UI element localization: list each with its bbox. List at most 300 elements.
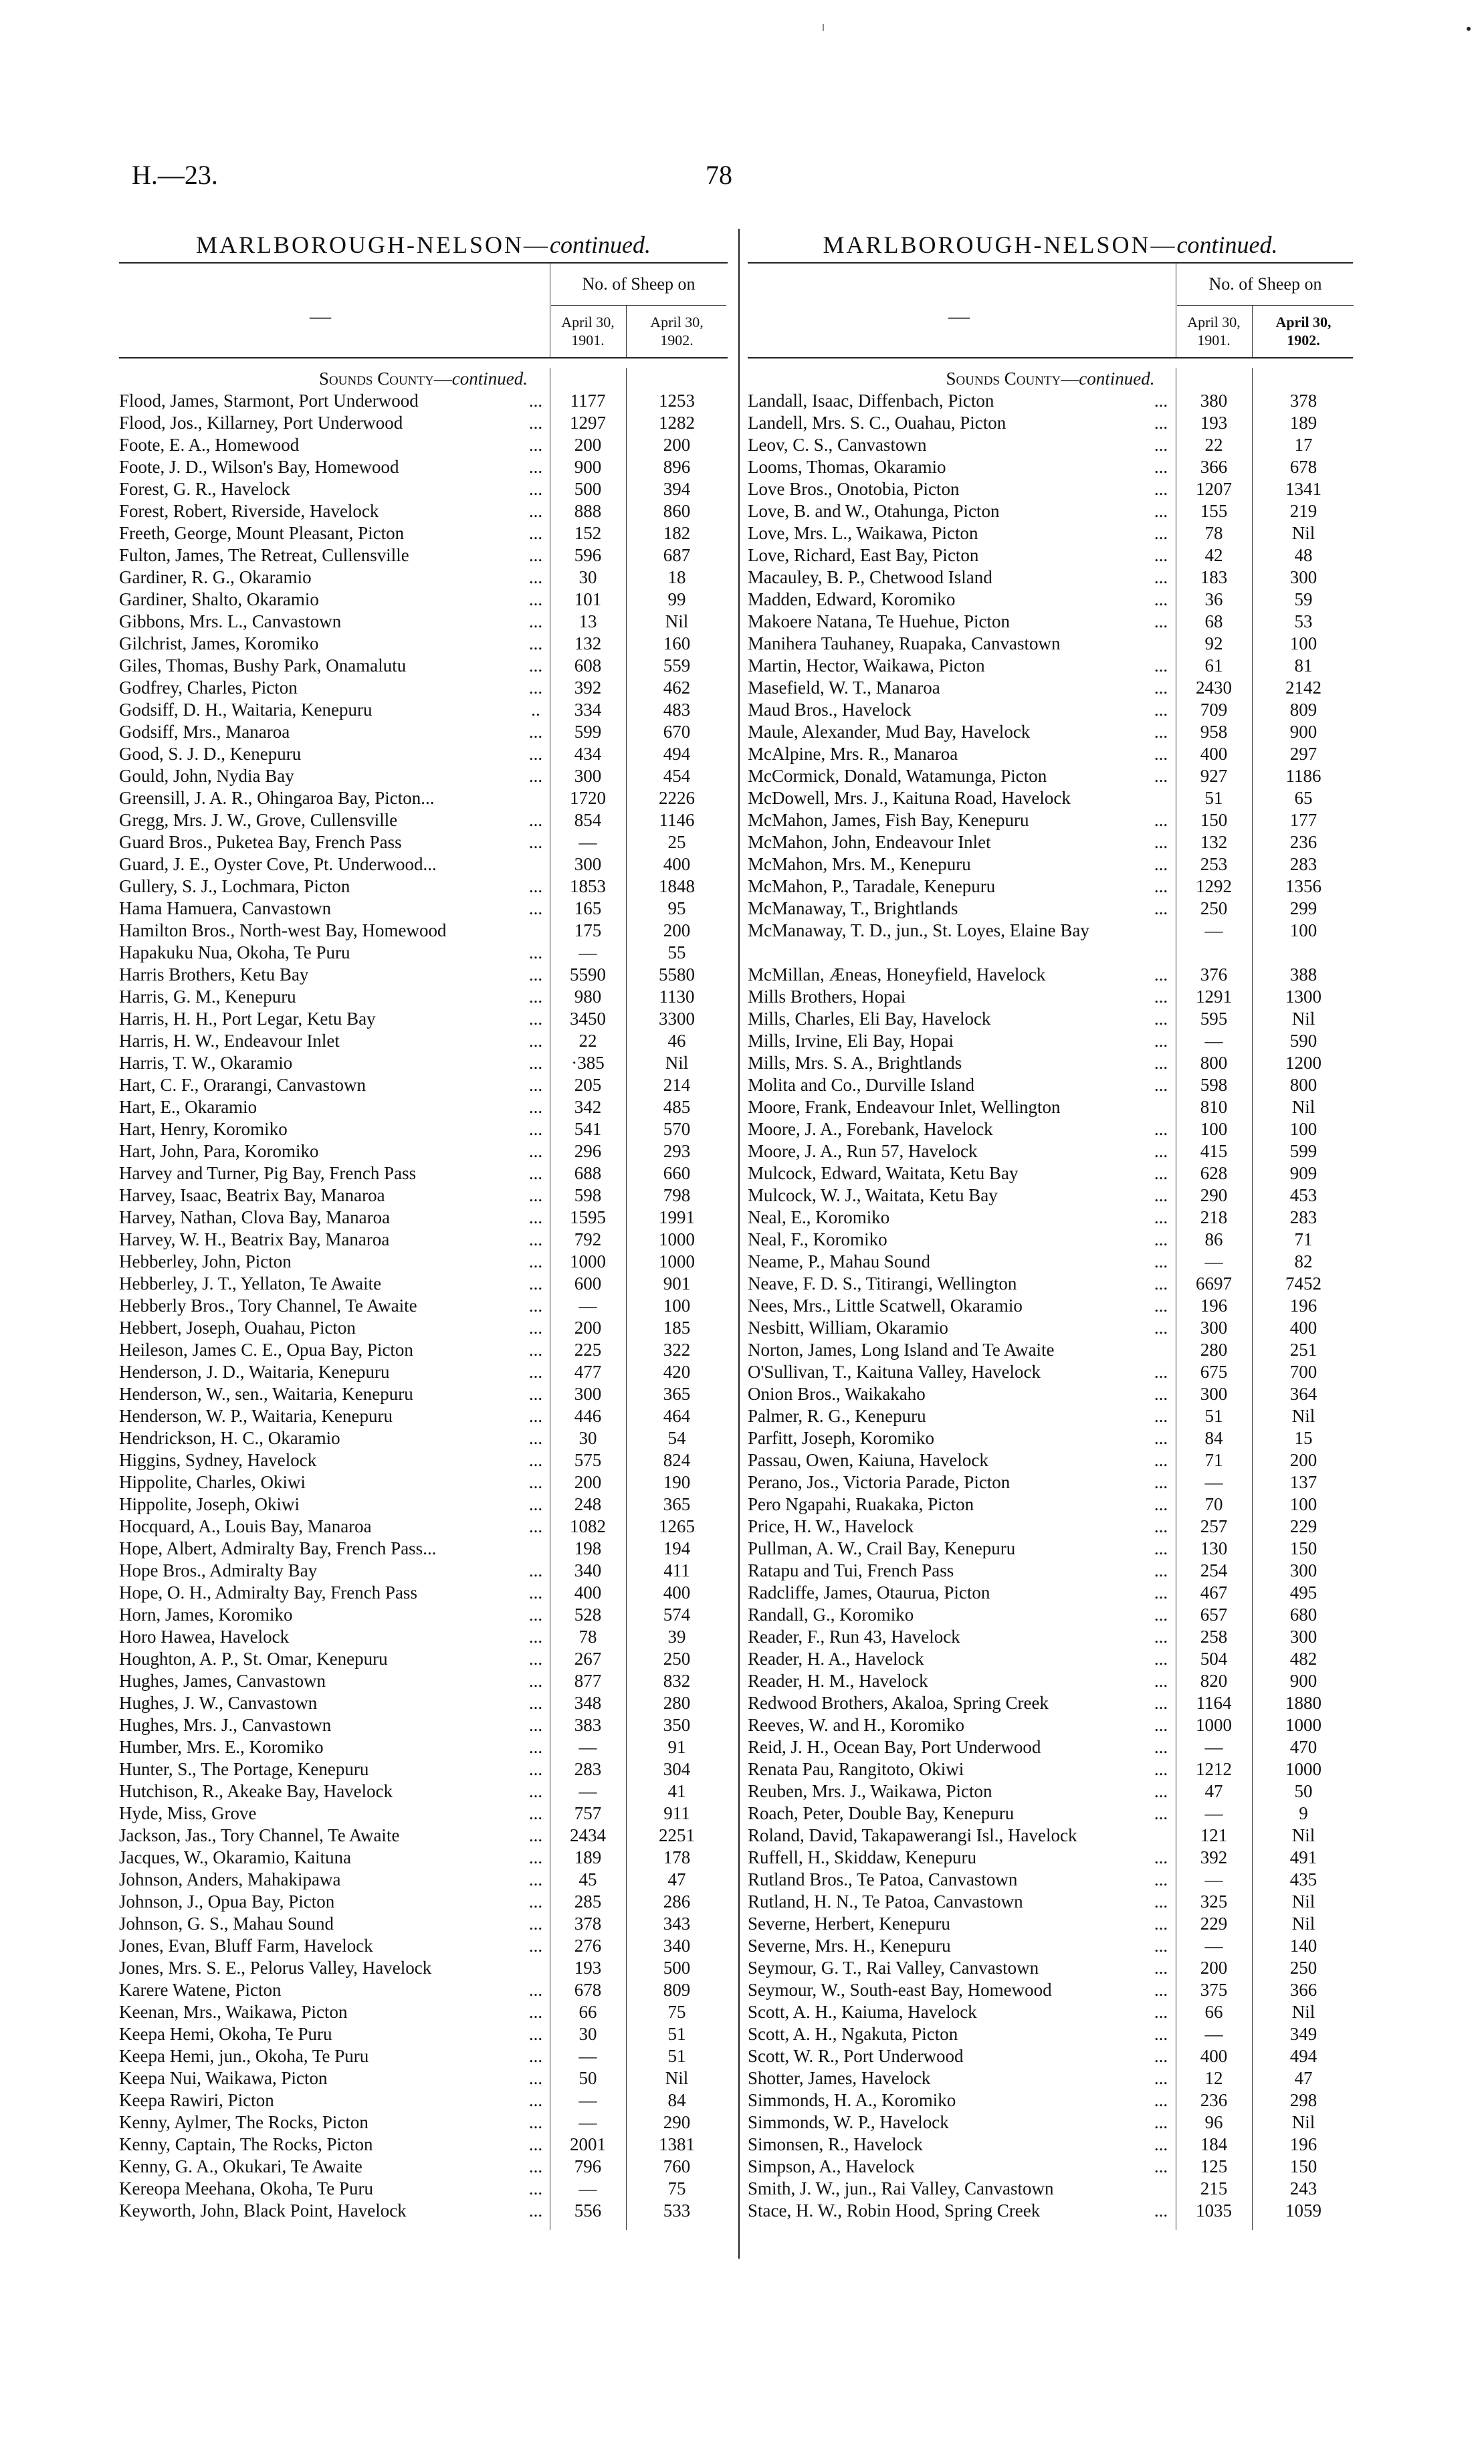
table-row xyxy=(119,1648,728,1670)
leader-dots: .. xyxy=(531,700,540,720)
leader-dots: ... xyxy=(1154,1141,1168,1161)
table-row xyxy=(119,1449,728,1471)
sheep-count-1901: 253 xyxy=(1200,854,1228,874)
entry-name: Jackson, Jas., Tory Channel, Te Awaite xyxy=(119,1825,400,1845)
table-row xyxy=(119,1317,728,1339)
sheep-count-1901: 198 xyxy=(574,1538,602,1558)
header-col-1902-line2: 1902. xyxy=(1287,332,1320,348)
table-row xyxy=(748,1405,1353,1427)
sheep-count-1901: 3450 xyxy=(570,1009,606,1029)
leader-dots: ... xyxy=(528,1627,543,1647)
sheep-count-1901: 504 xyxy=(1200,1649,1228,1669)
leader-dots: ... xyxy=(1154,1273,1168,1294)
leader-dots: ... xyxy=(1154,1450,1168,1470)
leader-dots: ... xyxy=(1154,611,1168,631)
table-row xyxy=(748,1582,1353,1604)
leader-dots: ... xyxy=(1154,1715,1168,1735)
table-row xyxy=(119,2089,728,2112)
header-col-1902 xyxy=(627,305,726,357)
sheep-count-1902: 901 xyxy=(663,1273,691,1294)
sheep-count-1901: — xyxy=(1204,1803,1223,1823)
sheep-count-1902: 343 xyxy=(663,1914,691,1934)
sheep-count-1902: 900 xyxy=(1289,722,1317,742)
sheep-count-1901: 86 xyxy=(1204,1229,1223,1249)
table-row xyxy=(748,853,1353,876)
entry-name: Heileson, James C. E., Opua Bay, Picton xyxy=(119,1340,413,1360)
table-row xyxy=(748,1825,1353,1847)
sheep-count-1902: 48 xyxy=(1294,545,1313,565)
sheep-count-1901: 1595 xyxy=(570,1207,606,1227)
sheep-count-1901: 600 xyxy=(574,1273,602,1294)
leader-dots: ... xyxy=(528,1825,543,1845)
sheep-count-1902: 297 xyxy=(1289,744,1317,764)
entry-name: Masefield, W. T., Manaroa xyxy=(748,678,940,698)
sheep-count-1901: 400 xyxy=(1200,744,1228,764)
leader-dots: ... xyxy=(528,722,543,742)
sheep-count-1901: 300 xyxy=(574,766,602,786)
sheep-count-1902: 494 xyxy=(663,744,691,764)
sheep-count-1901: 528 xyxy=(574,1605,602,1625)
leader-dots: ... xyxy=(1154,2134,1168,2154)
leader-dots: ... xyxy=(528,2002,543,2022)
sheep-count-1902: 91 xyxy=(667,1737,686,1757)
table-row xyxy=(748,655,1353,677)
table-row xyxy=(748,522,1353,544)
leader-dots: ... xyxy=(1154,2156,1168,2176)
entry-name: Reader, F., Run 43, Havelock xyxy=(748,1627,960,1647)
sheep-count-1901: 595 xyxy=(1200,1009,1228,1029)
leader-dots: ... xyxy=(528,435,543,455)
entry-name: Greensill, J. A. R., Ohingaroa Bay, Picton... xyxy=(119,788,435,808)
sheep-count-1901: 193 xyxy=(574,1958,602,1978)
sheep-count-1902: 99 xyxy=(667,589,686,609)
table-row xyxy=(748,1295,1353,1317)
table-row xyxy=(119,1891,728,1913)
sheep-count-1902: 137 xyxy=(1289,1472,1317,1492)
header-col-1901-line2: 1901. xyxy=(1197,332,1231,348)
entry-name: Gibbons, Mrs. L., Canvastown xyxy=(119,611,342,631)
sheep-count-1902: 909 xyxy=(1289,1163,1317,1183)
leader-dots: ... xyxy=(528,633,543,653)
table-row xyxy=(748,1560,1353,1582)
entry-name: Hope Bros., Admiralty Bay xyxy=(119,1560,318,1580)
sheep-count-1902: 160 xyxy=(663,633,691,653)
sheep-count-1902: 670 xyxy=(663,722,691,742)
table-row xyxy=(119,831,728,853)
leader-dots: ... xyxy=(528,964,543,985)
entry-name: Love, B. and W., Otahunga, Picton xyxy=(748,501,1000,521)
leader-dots: ... xyxy=(528,678,543,698)
sheep-count-1902: 1282 xyxy=(659,413,695,433)
sheep-count-1901: 927 xyxy=(1200,766,1228,786)
leader-dots: ... xyxy=(1154,2090,1168,2110)
sheep-count-1901: 101 xyxy=(574,589,602,609)
sheep-count-1902: 15 xyxy=(1294,1428,1313,1448)
sheep-count-1902: 9 xyxy=(1299,1803,1308,1823)
leader-dots: ... xyxy=(528,1936,543,1956)
leader-dots: ... xyxy=(1154,479,1168,499)
sheep-count-1901: 280 xyxy=(1200,1340,1228,1360)
table-row xyxy=(119,1913,728,1935)
sheep-count-1902: 453 xyxy=(1289,1185,1317,1205)
leader-dots: ... xyxy=(1154,1803,1168,1823)
leader-dots: ... xyxy=(1154,1737,1168,1757)
sheep-count-1901: 1297 xyxy=(570,413,606,433)
sheep-count-1902: 824 xyxy=(663,1450,691,1470)
leader-dots: ... xyxy=(1154,1759,1168,1779)
table-row xyxy=(748,1869,1353,1891)
table-row xyxy=(119,1626,728,1648)
entry-name: Ruffell, H., Skiddaw, Kenepuru xyxy=(748,1847,976,1867)
sheep-count-1902: 678 xyxy=(1289,457,1317,477)
leader-dots: ... xyxy=(528,545,543,565)
table-row xyxy=(748,1140,1353,1162)
section-heading xyxy=(748,368,1353,390)
sheep-count-1902: 100 xyxy=(1289,1119,1317,1139)
table-row xyxy=(748,2112,1353,2134)
sheep-count-1902: 300 xyxy=(1289,1560,1317,1580)
sheep-count-1901: 800 xyxy=(1200,1053,1228,1073)
leader-dots: ... xyxy=(528,1251,543,1271)
table-row xyxy=(748,876,1353,898)
entry-name: Hughes, James, Canvastown xyxy=(119,1671,326,1691)
sheep-count-1902: 2142 xyxy=(1285,678,1321,698)
table-row xyxy=(119,611,728,633)
sheep-count-1901: 796 xyxy=(574,2156,602,2176)
leader-dots: ... xyxy=(1154,655,1168,676)
sheep-count-1902: 236 xyxy=(1289,832,1317,852)
leader-dots: ... xyxy=(1154,987,1168,1007)
leader-dots: ... xyxy=(528,1229,543,1249)
sheep-count-1901: 334 xyxy=(574,700,602,720)
column-title xyxy=(119,227,728,262)
table-row xyxy=(748,500,1353,522)
sheep-count-1902: 2251 xyxy=(659,1825,695,1845)
sheep-count-1901: 200 xyxy=(1200,1958,1228,1978)
sheep-count-1902: 100 xyxy=(1289,920,1317,940)
entry-name: Gardiner, R. G., Okaramio xyxy=(119,567,312,587)
entry-name: Jones, Evan, Bluff Farm, Havelock xyxy=(119,1936,373,1956)
leader-dots: ... xyxy=(1154,1406,1168,1426)
sheep-count-1902: 65 xyxy=(1294,788,1313,808)
leader-dots: ... xyxy=(528,1516,543,1536)
entry-name: Mills, Mrs. S. A., Brightlands xyxy=(748,1053,962,1073)
leader-dots: ... xyxy=(1154,545,1168,565)
entry-name: Gullery, S. J., Lochmara, Picton xyxy=(119,876,350,896)
header-col-1901-line2: 1901. xyxy=(571,332,605,348)
sheep-count-1901: 36 xyxy=(1204,589,1223,609)
sheep-count-1901: 628 xyxy=(1200,1163,1228,1183)
table-row xyxy=(119,1957,728,1979)
sheep-count-1901: 599 xyxy=(574,722,602,742)
entry-name: Seymour, G. T., Rai Valley, Canvastown xyxy=(748,1958,1039,1978)
sheep-count-1902: 182 xyxy=(663,523,691,543)
leader-dots: ... xyxy=(528,501,543,521)
table-row xyxy=(748,898,1353,920)
right-column xyxy=(748,227,1353,2222)
sheep-count-1902: 190 xyxy=(663,1472,691,1492)
leader-dots: ... xyxy=(528,1075,543,1095)
table-row xyxy=(119,633,728,655)
entry-name: Guard Bros., Puketea Bay, French Pass xyxy=(119,832,402,852)
table-row xyxy=(748,1052,1353,1074)
table-row xyxy=(119,456,728,478)
header-col-1902 xyxy=(1253,305,1354,357)
entry-name: McMillan, Æneas, Honeyfield, Havelock xyxy=(748,964,1046,985)
table-row xyxy=(119,986,728,1008)
sheep-count-1902: 81 xyxy=(1294,655,1313,676)
leader-dots: ... xyxy=(1154,2024,1168,2044)
table-row xyxy=(119,809,728,831)
sheep-count-1902: 219 xyxy=(1289,501,1317,521)
entry-name: Johnson, J., Opua Bay, Picton xyxy=(119,1891,335,1912)
leader-dots: ... xyxy=(528,2134,543,2154)
entry-name: Martin, Hector, Waikawa, Picton xyxy=(748,655,985,676)
leader-dots: ... xyxy=(528,2112,543,2132)
sheep-count-1901: 1000 xyxy=(1196,1715,1232,1735)
entry-name: Kenny, Aylmer, The Rocks, Picton xyxy=(119,2112,368,2132)
sheep-count-1902: 400 xyxy=(1289,1318,1317,1338)
sheep-count-1901: 257 xyxy=(1200,1516,1228,1536)
leader-dots: ... xyxy=(528,1207,543,1227)
entry-name: Mills, Irvine, Eli Bay, Hopai xyxy=(748,1031,954,1051)
sheep-count-1901: 296 xyxy=(574,1141,602,1161)
sheep-count-1901: 2430 xyxy=(1196,678,1232,698)
table-row xyxy=(119,1185,728,1207)
sheep-count-1901: 290 xyxy=(1200,1185,1228,1205)
leader-dots: ... xyxy=(528,1097,543,1117)
sheep-count-1902: 900 xyxy=(1289,1671,1317,1691)
leader-dots: ... xyxy=(528,1737,543,1757)
header-col-1901-line1: April 30, xyxy=(1187,314,1241,330)
sheep-count-1902: 687 xyxy=(663,545,691,565)
table-row xyxy=(119,1758,728,1780)
sheep-count-1902: 500 xyxy=(663,1958,691,1978)
sheep-count-1902: 298 xyxy=(1289,2090,1317,2110)
entry-name: Hope, Albert, Admiralty Bay, French Pass... xyxy=(119,1538,437,1558)
leader-dots: ... xyxy=(1154,1185,1168,1205)
table-row xyxy=(119,1052,728,1074)
sheep-count-1901: 250 xyxy=(1200,898,1228,918)
sheep-count-1902: 365 xyxy=(663,1494,691,1514)
sheep-count-1902: 286 xyxy=(663,1891,691,1912)
sheep-count-1901: 376 xyxy=(1200,964,1228,985)
leader-dots: ... xyxy=(1154,1560,1168,1580)
table-row xyxy=(748,743,1353,765)
table-row xyxy=(748,2045,1353,2067)
column-title-continued: continued. xyxy=(550,231,651,258)
leader-dots: ... xyxy=(528,1803,543,1823)
table-row xyxy=(748,589,1353,611)
entry-name: Houghton, A. P., St. Omar, Kenepuru xyxy=(119,1649,388,1669)
entry-name: Scott, W. R., Port Underwood xyxy=(748,2046,964,2066)
sheep-count-1901: 96 xyxy=(1204,2112,1223,2132)
entry-name: Harris, G. M., Kenepuru xyxy=(119,987,296,1007)
table-row xyxy=(119,942,728,964)
leader-dots: ... xyxy=(1154,2046,1168,2066)
leader-dots: ... xyxy=(1154,2112,1168,2132)
section-heading-continued: continued. xyxy=(1079,369,1155,389)
leader-dots: ... xyxy=(528,1384,543,1404)
sheep-count-1902: 809 xyxy=(663,1980,691,2000)
sheep-count-1902: 896 xyxy=(663,457,691,477)
leader-dots: ... xyxy=(1154,1936,1168,1956)
leader-dots: ... xyxy=(528,1273,543,1294)
entry-name: Norton, James, Long Island and Te Awaite xyxy=(748,1340,1055,1360)
table-row xyxy=(119,1162,728,1185)
sheep-count-1902: 400 xyxy=(663,1582,691,1603)
sheep-count-1902: 491 xyxy=(1289,1847,1317,1867)
sheep-count-1901: 900 xyxy=(574,457,602,477)
table-row xyxy=(748,544,1353,567)
sheep-count-1902: 251 xyxy=(1289,1340,1317,1360)
leader-dots: ... xyxy=(1154,2068,1168,2088)
table-row xyxy=(748,2089,1353,2112)
sheep-count-1902: 47 xyxy=(667,1869,686,1889)
sheep-count-1902: 7452 xyxy=(1285,1273,1321,1294)
table-row xyxy=(119,743,728,765)
center-rule xyxy=(738,229,740,2259)
sheep-count-1902: 366 xyxy=(1289,1980,1317,2000)
table-row xyxy=(748,611,1353,633)
table-row xyxy=(119,1140,728,1162)
sheep-count-1902: 365 xyxy=(663,1384,691,1404)
entry-name: Horn, James, Koromiko xyxy=(119,1605,293,1625)
entry-name: Kereopa Meehana, Okoha, Te Puru xyxy=(119,2178,373,2198)
table-row xyxy=(119,589,728,611)
leader-dots: ... xyxy=(1154,391,1168,411)
sheep-count-1902: 100 xyxy=(663,1296,691,1316)
entry-name: Perano, Jos., Victoria Parade, Picton xyxy=(748,1472,1011,1492)
sheep-count-1901: 477 xyxy=(574,1362,602,1382)
sheep-count-1902: 75 xyxy=(667,2178,686,2198)
header-col-1901-line1: April 30, xyxy=(561,314,615,330)
entry-name: Humber, Mrs. E., Koromiko xyxy=(119,1737,324,1757)
entry-name: McMahon, Mrs. M., Kenepuru xyxy=(748,854,971,874)
table-row xyxy=(119,1670,728,1692)
leader-dots: ... xyxy=(1154,413,1168,433)
table-row xyxy=(119,434,728,456)
sheep-count-1901: 66 xyxy=(578,2002,597,2022)
header-col-1901 xyxy=(1177,305,1251,357)
entry-name: Jacques, W., Okaramio, Kaituna xyxy=(119,1847,352,1867)
sheep-count-1902: 1146 xyxy=(659,810,695,830)
table-row xyxy=(748,2067,1353,2089)
sheep-count-1901: 446 xyxy=(574,1406,602,1426)
entry-name: Foote, E. A., Homewood xyxy=(119,435,300,455)
entry-name: Neal, E., Koromiko xyxy=(748,1207,890,1227)
table-row xyxy=(748,412,1353,434)
leader-dots: ... xyxy=(528,589,543,609)
table-row xyxy=(748,1339,1353,1361)
table-row xyxy=(748,809,1353,831)
leader-dots: ... xyxy=(528,2200,543,2221)
table-row xyxy=(748,1494,1353,1516)
sheep-count-1901: 150 xyxy=(1200,810,1228,830)
leader-dots: ... xyxy=(1154,1914,1168,1934)
entry-name: Gregg, Mrs. J. W., Grove, Cullensville xyxy=(119,810,398,830)
leader-dots: ... xyxy=(1154,1605,1168,1625)
entry-name: Makoere Natana, Te Huehue, Picton xyxy=(748,611,1010,631)
entry-name: Giles, Thomas, Bushy Park, Onamalutu xyxy=(119,655,407,676)
table-row xyxy=(119,2067,728,2089)
table-row xyxy=(748,1449,1353,1471)
entry-name: Hughes, J. W., Canvastown xyxy=(119,1693,318,1713)
table-row xyxy=(119,677,728,699)
leader-dots: ... xyxy=(1154,1891,1168,1912)
sheep-count-1902: 760 xyxy=(663,2156,691,2176)
entry-name: Freeth, George, Mount Pleasant, Picton xyxy=(119,523,405,543)
sheep-count-1902: 290 xyxy=(663,2112,691,2132)
table-row xyxy=(119,1118,728,1140)
sheep-count-1901: — xyxy=(1204,1031,1223,1051)
sheep-count-1902: 570 xyxy=(663,1119,691,1139)
sheep-count-1902: 1253 xyxy=(659,391,695,411)
entry-name: Keepa Hemi, Okoha, Te Puru xyxy=(119,2024,332,2044)
leader-dots: ... xyxy=(1154,1362,1168,1382)
table-row xyxy=(748,1891,1353,1913)
header-dash: — xyxy=(948,304,970,328)
leader-dots: ... xyxy=(528,1472,543,1492)
table-row xyxy=(119,2023,728,2045)
entry-name: Hebberley, John, Picton xyxy=(119,1251,292,1271)
table-row xyxy=(748,1714,1353,1736)
sheep-count-1901: 709 xyxy=(1200,700,1228,720)
sheep-count-1901: 205 xyxy=(574,1075,602,1095)
table-row xyxy=(748,1074,1353,1096)
leader-dots: ... xyxy=(1154,1428,1168,1448)
sheep-count-1902: 3300 xyxy=(659,1009,695,1029)
sheep-count-1901: 61 xyxy=(1204,655,1223,676)
entry-name: Reader, H. M., Havelock xyxy=(748,1671,928,1691)
entry-name: Godfrey, Charles, Picton xyxy=(119,678,298,698)
table-row xyxy=(119,1604,728,1626)
sheep-count-1902: 364 xyxy=(1289,1384,1317,1404)
sheep-count-1902: 300 xyxy=(1289,567,1317,587)
sheep-count-1901: — xyxy=(578,1781,597,1801)
table-row xyxy=(119,964,728,986)
leader-dots: ... xyxy=(1154,964,1168,985)
sheep-count-1901: — xyxy=(1204,920,1223,940)
sheep-count-1901: 276 xyxy=(574,1936,602,1956)
sheep-count-1902: 1000 xyxy=(659,1229,695,1249)
table-row xyxy=(119,412,728,434)
table-row xyxy=(748,2156,1353,2178)
entry-name: Johnson, G. S., Mahau Sound xyxy=(119,1914,334,1934)
leader-dots: ... xyxy=(1154,1318,1168,1338)
sheep-count-1901: 78 xyxy=(1204,523,1223,543)
sheep-count-1902: 71 xyxy=(1294,1229,1313,1249)
sheep-count-1902: 100 xyxy=(1289,1494,1317,1514)
entry-name: Moore, Frank, Endeavour Inlet, Wellington xyxy=(748,1097,1061,1117)
column-title-main: MARLBOROUGH-NELSON— xyxy=(196,231,550,258)
entry-name: Mills, Charles, Eli Bay, Havelock xyxy=(748,1009,991,1029)
table-row xyxy=(119,1096,728,1118)
entry-name: Hutchison, R., Akeake Bay, Havelock xyxy=(119,1781,393,1801)
section-heading xyxy=(119,368,728,390)
sheep-count-1901: 70 xyxy=(1204,1494,1223,1514)
entry-name: Hyde, Miss, Grove xyxy=(119,1803,257,1823)
sheep-count-1902: 47 xyxy=(1294,2068,1313,2088)
sheep-count-1901: 300 xyxy=(1200,1384,1228,1404)
sheep-count-1901: 888 xyxy=(574,501,602,521)
entry-name: Rutland, H. N., Te Patoa, Canvastown xyxy=(748,1891,1023,1912)
leader-dots: ... xyxy=(1154,1472,1168,1492)
page-number: 78 xyxy=(706,160,732,190)
leader-dots: ... xyxy=(1154,1207,1168,1227)
table-row xyxy=(119,2178,728,2200)
sheep-count-1901: 348 xyxy=(574,1693,602,1713)
